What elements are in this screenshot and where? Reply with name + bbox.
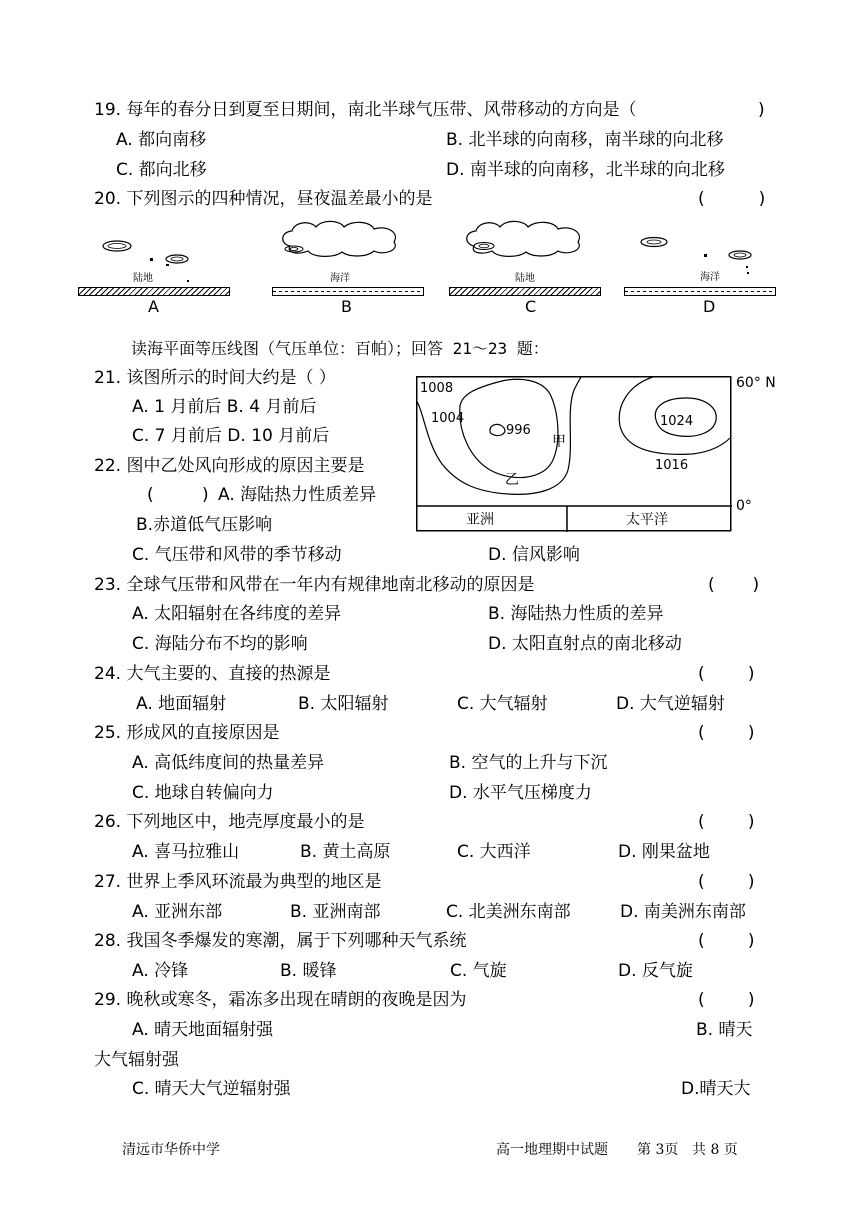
q29-option-b: B. 晴天: [696, 1020, 753, 1040]
footer-page-number: 第 3页: [637, 1142, 679, 1158]
q29-option-d: D.晴天大: [681, 1079, 751, 1099]
q29-option-c: C. 晴天大气逆辐射强: [132, 1079, 291, 1099]
isobar-1016-label: 1016: [655, 458, 689, 473]
place-jia: 甲: [552, 434, 566, 450]
q23-option-a: A. 太阳辐射在各纬度的差异: [132, 604, 342, 624]
sea-surface-bar: [624, 287, 776, 296]
sea-surface-bar: [272, 287, 424, 296]
q28-option-d: D. 反气旋: [618, 961, 693, 981]
surface-label: 海洋: [330, 273, 350, 284]
q25-option-c: C. 地球自转偏向力: [132, 783, 274, 803]
region-asia: 亚洲: [466, 512, 494, 528]
q27-option-b: B. 亚洲南部: [290, 902, 381, 922]
q26-option-a: A. 喜马拉雅山: [132, 842, 240, 862]
q26-option-c: C. 大西洋: [457, 842, 531, 862]
q26-option-b: B. 黄土高原: [300, 842, 391, 862]
q25-stem: 25. 形成风的直接原因是: [94, 723, 280, 743]
q28-option-b: B. 暖锋: [280, 961, 337, 981]
q27-option-c: C. 北美洲东南部: [446, 902, 571, 922]
q22-option-d: D. 信风影响: [488, 545, 580, 565]
footer-exam-title: 高一地理期中试题: [496, 1142, 608, 1158]
q19-bracket: ): [758, 100, 765, 120]
isobar-map-frame: [416, 376, 732, 532]
map-intro: 读海平面等压线图（气压单位：百帕）；回答 21～23 题：: [131, 339, 549, 358]
q19-option-d: D. 南半球的向南移，北半球的向北移: [446, 160, 725, 180]
q24-option-a: A. 地面辐射: [136, 694, 227, 714]
q24-stem: 24. 大气主要的、直接的热源是: [94, 664, 331, 684]
q28-stem: 28. 我国冬季爆发的寒潮，属于下列哪种天气系统: [94, 931, 467, 951]
isobar-996-line: [490, 424, 505, 435]
latitude-60n: 60° N: [736, 375, 776, 391]
q29-stem: 29. 晚秋或寒冬，霜冻多出现在晴朗的夜晚是因为: [94, 990, 467, 1010]
q27-option-d: D. 南美洲东南部: [620, 902, 746, 922]
q24-option-c: C. 大气辐射: [457, 694, 548, 714]
q28-option-c: C. 气旋: [450, 961, 507, 981]
isobar-1004-label: 1004: [431, 411, 465, 426]
q29-option-b-cont: 大气辐射强: [94, 1050, 179, 1070]
q27-option-a: A. 亚洲东部: [132, 902, 223, 922]
q25-option-b: B. 空气的上升与下沉: [449, 753, 608, 773]
q28-bracket: ( ): [698, 931, 755, 951]
region-pacific: 太平洋: [626, 512, 668, 528]
surface-label: 陆地: [133, 273, 153, 284]
q24-bracket: ( ): [698, 664, 755, 684]
q23-bracket: ( ): [708, 575, 760, 595]
q22-stem: 22. 图中乙处风向形成的原因主要是: [94, 456, 365, 476]
q19-option-c: C. 都向北移: [116, 160, 207, 180]
surface-label: 陆地: [515, 273, 535, 284]
figure-label: C: [525, 297, 537, 316]
q26-stem: 26. 下列地区中，地壳厚度最小的是: [94, 812, 365, 832]
q21-options-cd: C. 7 月前后 D. 10 月前后: [132, 426, 330, 446]
q26-bracket: ( ): [698, 812, 755, 832]
isobar-996-label: 996: [506, 423, 531, 438]
latitude-0: 0°: [736, 498, 752, 514]
q29-bracket: ( ): [698, 990, 755, 1010]
q29-option-a: A. 晴天地面辐射强: [132, 1020, 274, 1040]
isobar-1024-label: 1024: [660, 414, 694, 429]
q20-bracket: ( ): [698, 189, 766, 209]
q27-stem: 27. 世界上季风环流最为典型的地区是: [94, 872, 382, 892]
q20-stem: 20. 下列图示的四种情况，昼夜温差最小的是: [94, 189, 433, 209]
figure-label: D: [703, 297, 716, 316]
figure-label: B: [341, 297, 352, 316]
place-yi: 乙: [505, 472, 519, 488]
q23-stem: 23. 全球气压带和风带在一年内有规律地南北移动的原因是: [94, 575, 535, 595]
q24-option-d: D. 大气逆辐射: [616, 694, 725, 714]
land-surface-bar: [78, 287, 230, 296]
q22-bracket-open: (: [147, 485, 154, 505]
q25-bracket: ( ): [698, 723, 755, 743]
footer-page-total: 共 8 页: [692, 1142, 738, 1158]
q19-option-a: A. 都向南移: [116, 130, 207, 150]
cloud-icon: [634, 232, 764, 282]
q26-option-d: D. 刚果盆地: [618, 842, 710, 862]
q22-bracket-close: ): [202, 485, 209, 505]
q19-option-b: B. 北半球的向南移，南半球的向北移: [446, 130, 724, 150]
q25-option-a: A. 高低纬度间的热量差异: [132, 753, 325, 773]
q19-stem: 19. 每年的春分日到夏至日期间，南北半球气压带、风带移动的方向是（: [94, 100, 637, 120]
surface-label: 海洋: [700, 272, 720, 283]
q21-stem: 21. 该图所示的时间大约是（ ）: [94, 368, 336, 388]
q28-option-a: A. 冷锋: [132, 961, 189, 981]
q22-option-a: A. 海陆热力性质差异: [218, 485, 377, 505]
thick-cloud-icon: [462, 218, 592, 260]
q25-option-d: D. 水平气压梯度力: [449, 783, 592, 803]
sun-dot-icon: [160, 262, 190, 288]
q22-option-c: C. 气压带和风带的季节移动: [132, 545, 342, 565]
figure-label: A: [148, 297, 159, 316]
thick-cloud-icon: [278, 218, 408, 260]
q21-options-ab: A. 1 月前后 B. 4 月前后: [132, 397, 317, 417]
isobar-1008-label: 1008: [420, 381, 454, 396]
footer-school: 清远市华侨中学: [122, 1142, 220, 1158]
q27-bracket: ( ): [698, 872, 755, 892]
land-surface-bar: [449, 287, 601, 296]
q22-option-b: B.赤道低气压影响: [136, 515, 273, 535]
q23-option-c: C. 海陆分布不均的影响: [132, 634, 308, 654]
q23-option-d: D. 太阳直射点的南北移动: [488, 634, 682, 654]
q24-option-b: B. 太阳辐射: [298, 694, 389, 714]
q23-option-b: B. 海陆热力性质的差异: [488, 604, 664, 624]
